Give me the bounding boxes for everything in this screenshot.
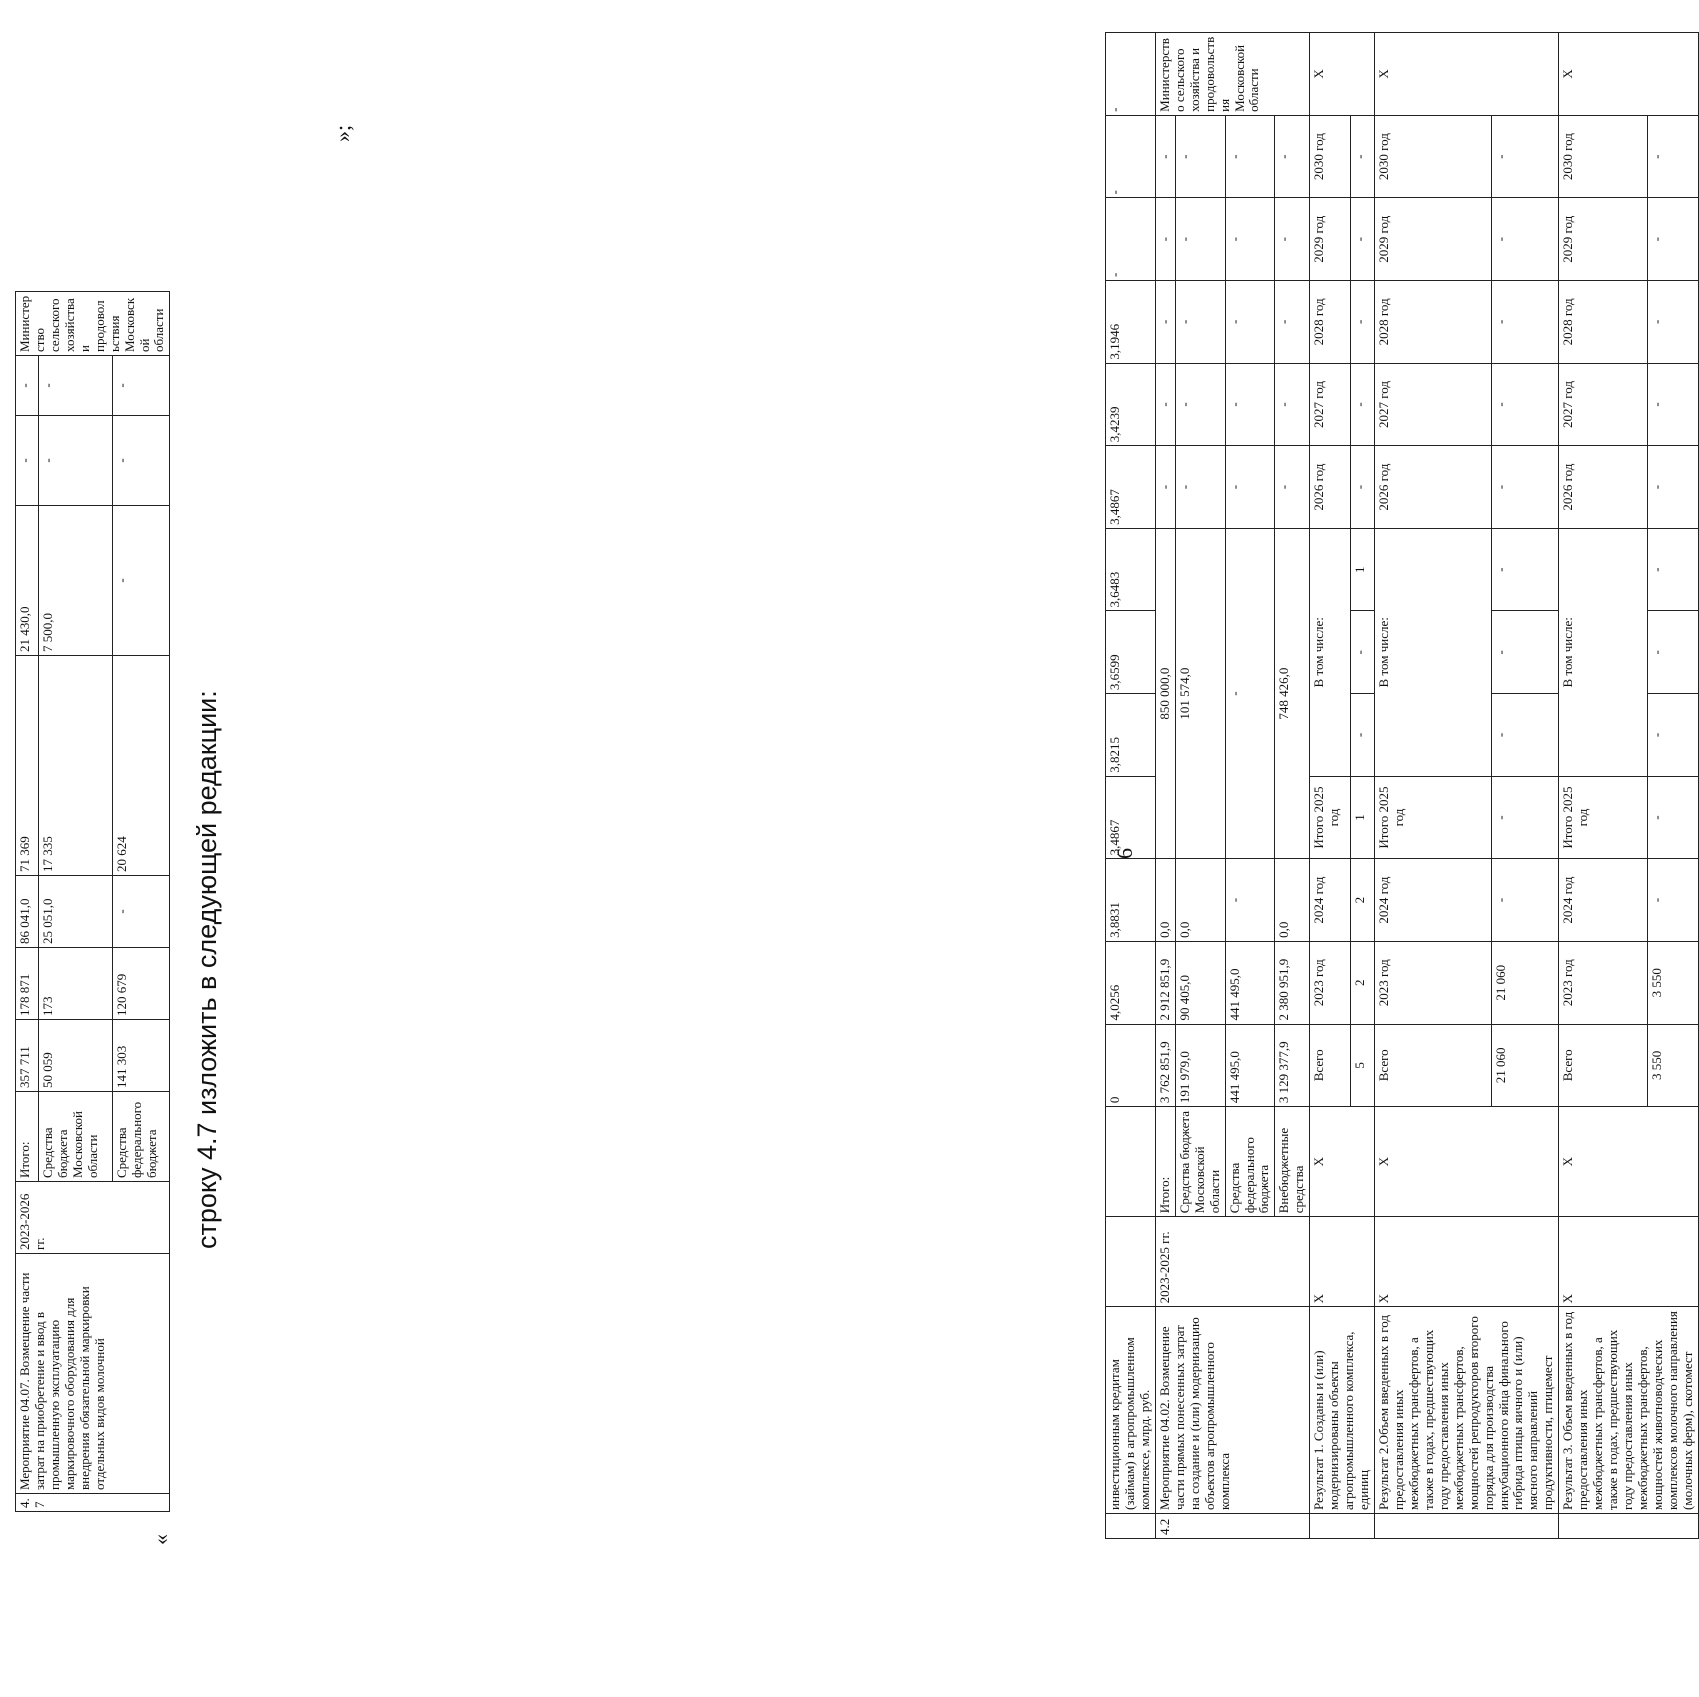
cell: 5 [1351, 1024, 1375, 1107]
cell: 90 405,0 [1175, 941, 1225, 1024]
page-number: 6 [1112, 848, 1137, 859]
cell: - [1492, 446, 1559, 529]
cell: 21 060 [1492, 1024, 1559, 1107]
x-mark: X [1375, 1217, 1559, 1307]
cell: - [1106, 33, 1156, 116]
hdr-cell: 2029 год [1559, 198, 1648, 281]
cell: - [1155, 198, 1175, 281]
cell: 0,0 [1155, 859, 1175, 942]
row-name: Мероприятие 04.07. Возмещение части затрат на приобретение и ввод в промышленную эксплуатацию маркировочного оборудования для внедрения обязательной маркировки отдельных видов молочной [16, 1254, 170, 1494]
cell: - [1225, 115, 1275, 198]
amendment-phrase: строку 4.7 изложить в следующей редакции: [192, 690, 222, 1249]
cell: 2 380 951,9 [1275, 941, 1310, 1024]
cell: - [1225, 528, 1275, 858]
executor: Министерство сельского хозяйства и продовольствия Московской области [16, 292, 170, 356]
cell: - [1492, 528, 1559, 611]
hdr-cell: 2029 год [1310, 198, 1351, 281]
cell: - [1175, 198, 1225, 281]
cell: 3,1946 [1106, 281, 1156, 364]
x-mark: X [1310, 1217, 1375, 1307]
row-period: 2023-2026 гг. [16, 1182, 170, 1254]
cell: 3,8831 [1106, 859, 1156, 942]
cell: 25 051,0 [38, 876, 112, 948]
cell: 71 369 [16, 656, 39, 876]
cell: 21 060 [1492, 941, 1559, 1024]
row-name: инвестиционным кредитам (займам) в агропромышленном комплексе, млрд. руб. [1106, 1307, 1156, 1514]
cell: - [1492, 776, 1559, 859]
hdr-cell: 2023 год [1310, 941, 1351, 1024]
hdr-cell: 2024 год [1559, 859, 1648, 942]
hdr-cell: 2030 год [1310, 115, 1351, 198]
cell: 0 [1106, 1024, 1156, 1107]
hdr-cell: 2026 год [1375, 446, 1492, 529]
source: Внебюджетные средства [1275, 1107, 1310, 1217]
cell: - [1175, 281, 1225, 364]
cell: 1 [1351, 776, 1375, 859]
cell: 3,6599 [1106, 611, 1156, 694]
cell: 3,4867 [1106, 776, 1156, 859]
cell: 0,0 [1175, 859, 1225, 942]
cell: 20 624 [113, 656, 170, 876]
cell: - [1492, 115, 1559, 198]
table-row [1155, 33, 1175, 1539]
cell: - [1175, 446, 1225, 529]
cell: - [1492, 363, 1559, 446]
x-mark: X [1559, 33, 1698, 116]
hdr-cell: В том числе: [1375, 528, 1492, 776]
hdr-cell: Итого 2025 год [1310, 776, 1351, 859]
hdr-cell: Всего [1375, 1024, 1492, 1107]
cell: - [1351, 281, 1375, 364]
cell: 3 129 377,9 [1275, 1024, 1310, 1107]
cell: - [1351, 611, 1375, 694]
executor: Министерство сельского хозяйства и продовольствия Московской области [1155, 33, 1309, 116]
cell: - [1275, 115, 1310, 198]
x-mark: X [1559, 1217, 1698, 1307]
cell: - [1225, 859, 1275, 942]
cell: 3,8215 [1106, 694, 1156, 777]
source: Средства федерального бюджета [1225, 1107, 1275, 1217]
hdr-cell: 2024 год [1375, 859, 1492, 942]
cell: - [1175, 363, 1225, 446]
row-number: 4.7 [16, 1494, 170, 1512]
cell: 7 500,0 [38, 506, 112, 656]
cell: 441 495,0 [1225, 941, 1275, 1024]
hdr-cell: 2028 год [1559, 281, 1648, 364]
cell: 120 679 [113, 948, 170, 1020]
cell: - [1647, 694, 1698, 777]
cell: - [113, 876, 170, 948]
cell: - [1155, 363, 1175, 446]
cell: - [1647, 281, 1698, 364]
cell: 3,4239 [1106, 363, 1156, 446]
hdr-cell: 2026 год [1310, 446, 1351, 529]
cell: - [1492, 694, 1559, 777]
cell: 4,0256 [1106, 941, 1156, 1024]
cell: 141 303 [113, 1020, 170, 1092]
cell: 2 [1351, 859, 1375, 942]
cell: 3 550 [1647, 1024, 1698, 1107]
cell: - [1155, 281, 1175, 364]
cell: - [1351, 198, 1375, 281]
cell: 101 574,0 [1175, 528, 1225, 858]
hdr-cell: 2030 год [1559, 115, 1648, 198]
hdr-cell: 2027 год [1375, 363, 1492, 446]
cell: - [1155, 446, 1175, 529]
cell: 173 [38, 948, 112, 1020]
row-4-7-table [15, 291, 170, 1512]
cell: - [1225, 281, 1275, 364]
cell: 21 430,0 [16, 506, 39, 656]
hdr-cell: В том числе: [1310, 528, 1351, 776]
hdr-cell: 2029 год [1375, 198, 1492, 281]
cell: - [1275, 363, 1310, 446]
hdr-cell: Всего [1559, 1024, 1648, 1107]
cell: - [1106, 198, 1156, 281]
cell: 17 335 [38, 656, 112, 876]
result-row-2 [1375, 33, 1492, 1539]
cell: 2 [1351, 941, 1375, 1024]
cell: 1 [1351, 528, 1375, 611]
cell: 178 871 [16, 948, 39, 1020]
cell: - [113, 506, 170, 656]
row-name: Мероприятие 04.02. Возмещение части прямых понесенных затрат на создание и (или) модернизацию объектов агропромышленного комплекса [1155, 1307, 1309, 1514]
cell: - [1351, 363, 1375, 446]
x-mark: X [1559, 1107, 1698, 1217]
row-name: Результат 1. Созданы и (или) модернизированы объекты агропромышленного комплекса, единиц [1310, 1307, 1375, 1514]
hdr-cell: 2023 год [1559, 941, 1648, 1024]
table-row: Средства бюджета Московской области 50 059 173 25 051,0 17 335 7 500,0 - - [38, 292, 112, 1512]
program-table [1105, 32, 1699, 1539]
cell: - [1492, 611, 1559, 694]
source: Итого: [1155, 1107, 1175, 1217]
x-mark: X [1310, 33, 1375, 116]
cell: - [1647, 611, 1698, 694]
hdr-cell: 2026 год [1559, 446, 1648, 529]
x-mark: X [1310, 1107, 1375, 1217]
hdr-cell: 2028 год [1375, 281, 1492, 364]
source: Средства федерального бюджета [113, 1092, 170, 1182]
source: Итого: [16, 1092, 39, 1182]
cell: - [1175, 115, 1225, 198]
cell: - [1492, 859, 1559, 942]
cell: 441 495,0 [1225, 1024, 1275, 1107]
row-name: Результат 2.Объем введенных в год предоставления иных межбюджетных трансфертов, а также в годах, предшествующих году предоставления иных межбюджетных трансфертов, мощностей репродукторов второго порядка для производства инкубационного яйца финального гибрида птицы яичного и (или) мясного направлений продуктивности, птицемест [1375, 1307, 1559, 1514]
cell: - [1275, 198, 1310, 281]
cell: - [1275, 281, 1310, 364]
result-row-3 [1559, 33, 1648, 1539]
table-row [1106, 33, 1156, 1539]
cell: 3,4867 [1106, 446, 1156, 529]
cell: - [1351, 446, 1375, 529]
quote-open: « [148, 1534, 173, 1545]
hdr-cell: 2023 год [1375, 941, 1492, 1024]
hdr-cell: 2027 год [1310, 363, 1351, 446]
hdr-cell: Итого 2025 год [1375, 776, 1492, 859]
cell: - [1647, 198, 1698, 281]
cell: 50 059 [38, 1020, 112, 1092]
cell: - [1647, 528, 1698, 611]
x-mark: X [1375, 1107, 1559, 1217]
cell: 850 000,0 [1155, 528, 1175, 858]
cell: - [1225, 363, 1275, 446]
cell: 357 711 [16, 1020, 39, 1092]
table-row: 4.7 Мероприятие 04.07. Возмещение части затрат на приобретение и ввод в промышленную эксплуатацию маркировочного оборудования для внедрения обязательной маркировки отдельных видов молочной 2023-2026 гг. Итого: 357 711 178 871 86 041,0 71 369 21 430,0 - - Министерство сельского хозяйства и продовольствия Московской области [16, 292, 39, 1512]
cell: - [1647, 859, 1698, 942]
row-period: 2023-2025 гг. [1155, 1217, 1309, 1307]
cell: 86 041,0 [16, 876, 39, 948]
cell: - [1155, 115, 1175, 198]
hdr-cell: Всего [1310, 1024, 1351, 1107]
cell: 2 912 851,9 [1155, 941, 1175, 1024]
cell: - [1225, 198, 1275, 281]
cell: 748 426,0 [1275, 528, 1310, 858]
cell: 3 550 [1647, 941, 1698, 1024]
hdr-cell: В том числе: [1559, 528, 1648, 776]
x-mark: X [1375, 33, 1559, 116]
source: Средства бюджета Московской области [1175, 1107, 1225, 1217]
hdr-cell: Итого 2025 год [1559, 776, 1648, 859]
quote-close: »; [330, 124, 355, 142]
row-name: Результат 3. Объем введенных в год предоставления иных межбюджетных трансфертов, а также в годах, предшествующих году предоставления иных межбюджетных трансфертов, мощностей животноводческих комплексов молочного направления (молочных ферм), скотомест [1559, 1307, 1698, 1514]
cell: - [1647, 115, 1698, 198]
table-row: Средства федерального бюджета 141 303 120 679 - 20 624 - - - [113, 292, 170, 1512]
source: Средства бюджета Московской области [38, 1092, 112, 1182]
row-number: 4.2 [1155, 1513, 1309, 1538]
cell: - [1351, 694, 1375, 777]
cell: 3,6483 [1106, 528, 1156, 611]
hdr-cell: 2028 год [1310, 281, 1351, 364]
cell: - [1647, 446, 1698, 529]
cell: - [1275, 446, 1310, 529]
hdr-cell: 2024 год [1310, 859, 1351, 942]
cell: 191 979,0 [1175, 1024, 1225, 1107]
cell: - [1647, 363, 1698, 446]
cell: 0,0 [1275, 859, 1310, 942]
cell: 3 762 851,9 [1155, 1024, 1175, 1107]
cell: - [1492, 281, 1559, 364]
cell: - [1351, 115, 1375, 198]
cell: - [1492, 198, 1559, 281]
cell: - [1106, 115, 1156, 198]
cell: - [1225, 446, 1275, 529]
hdr-cell: 2027 год [1559, 363, 1648, 446]
result-row-1 [1310, 33, 1351, 1539]
hdr-cell: 2030 год [1375, 115, 1492, 198]
cell: - [1647, 776, 1698, 859]
